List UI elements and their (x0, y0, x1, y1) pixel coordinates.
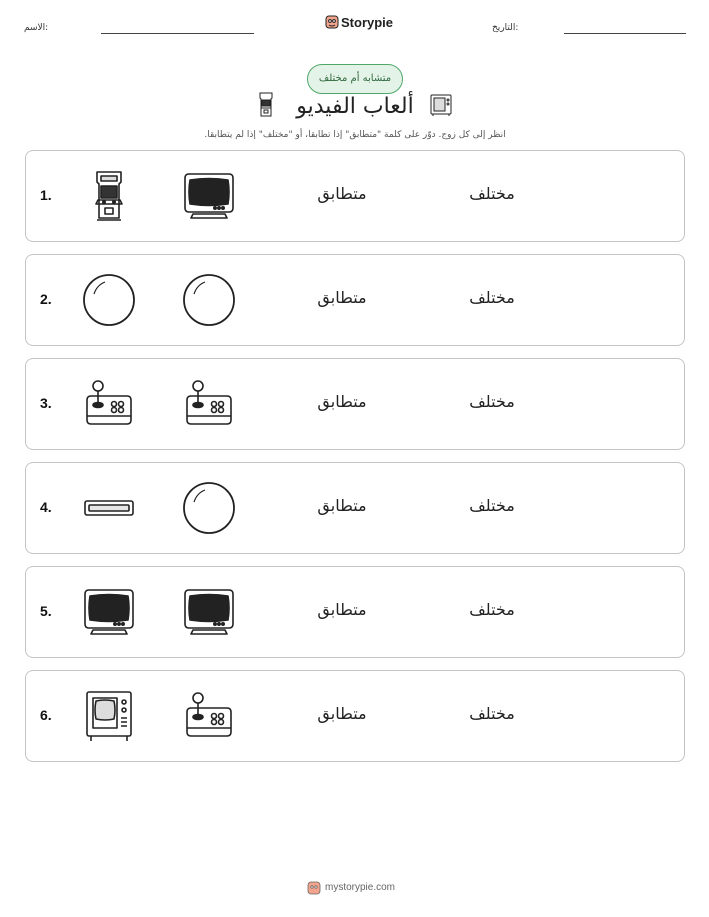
question-row (25, 358, 685, 450)
crt-monitor-icon (181, 168, 237, 224)
name-label: الاسم: (24, 23, 49, 33)
question-number: 3. (40, 395, 52, 411)
question-number: 2. (40, 291, 52, 307)
name-line[interactable] (101, 33, 254, 34)
page-title: ألعاب الفيديو (296, 94, 414, 119)
retro-tv-icon (81, 688, 137, 744)
instructions: انظر إلى كل زوج. دوّر على كلمة "متطابق" إذا تطابقا، أو "مختلف" إذا لم يتطابقا. (204, 130, 506, 140)
joystick-icon (181, 376, 237, 432)
different-option[interactable]: مختلف (469, 496, 515, 515)
joystick-icon (181, 688, 237, 744)
circle-button-icon (181, 272, 237, 328)
question-row (25, 150, 685, 242)
question-row (25, 254, 685, 346)
storypie-logo-icon (307, 880, 321, 894)
same-option[interactable]: متطابق (317, 704, 367, 723)
question-row (25, 670, 685, 762)
different-option[interactable]: مختلف (469, 392, 515, 411)
different-option[interactable]: مختلف (469, 704, 515, 723)
retro-tv-icon (429, 93, 453, 117)
question-number: 4. (40, 499, 52, 515)
different-option[interactable]: مختلف (469, 288, 515, 307)
question-number: 5. (40, 603, 52, 619)
storypie-logo-icon (324, 14, 340, 30)
same-option[interactable]: متطابق (317, 392, 367, 411)
date-label: التاريخ: (492, 23, 519, 33)
different-option[interactable]: مختلف (469, 184, 515, 203)
same-option[interactable]: متطابق (317, 496, 367, 515)
same-option[interactable]: متطابق (317, 600, 367, 619)
question-row (25, 566, 685, 658)
worksheet-type-pill: متشابه أم مختلف (307, 64, 403, 94)
same-option[interactable]: متطابق (317, 184, 367, 203)
crt-monitor-icon (181, 584, 237, 640)
brand-name: Storypie (341, 15, 394, 30)
different-option[interactable]: مختلف (469, 600, 515, 619)
crt-monitor-icon (81, 584, 137, 640)
same-option[interactable]: متطابق (317, 288, 367, 307)
question-row (25, 462, 685, 554)
arcade-cabinet-icon (81, 168, 137, 224)
date-line[interactable] (564, 33, 686, 34)
circle-button-icon (181, 480, 237, 536)
game-cartridge-icon (81, 480, 137, 536)
circle-button-icon (81, 272, 137, 328)
question-number: 6. (40, 707, 52, 723)
question-number: 1. (40, 187, 52, 203)
arcade-cabinet-icon (258, 92, 274, 118)
footer-site[interactable]: mystorypie.com (325, 882, 396, 893)
joystick-icon (81, 376, 137, 432)
